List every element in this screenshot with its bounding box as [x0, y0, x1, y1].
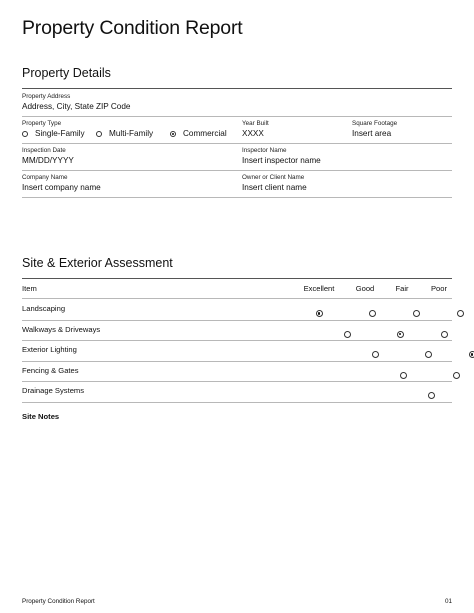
- footer-title: Property Condition Report: [22, 598, 95, 605]
- row-divider: [22, 320, 452, 321]
- property-details-heading: Property Details: [22, 66, 111, 80]
- property-type-option-commercial[interactable]: Commercial: [170, 129, 227, 138]
- property-type-option-multi-family[interactable]: Multi-Family: [96, 129, 170, 138]
- year-built-label: Year Built: [242, 120, 269, 127]
- rating-row-label: Drainage Systems: [22, 386, 85, 395]
- square-footage-field[interactable]: Insert area: [352, 129, 392, 138]
- row-divider: [22, 143, 452, 144]
- column-header-good: Good: [355, 284, 375, 293]
- rating-row-label: Landscaping: [22, 304, 66, 313]
- rating-radio-good[interactable]: [453, 372, 460, 379]
- row-divider: [22, 298, 452, 299]
- company-name-field[interactable]: Insert company name: [22, 183, 101, 192]
- rating-radio-fair[interactable]: [441, 331, 448, 338]
- site-assessment-heading: Site & Exterior Assessment: [22, 256, 173, 270]
- page-number: 01: [444, 598, 452, 605]
- owner-name-label: Owner or Client Name: [242, 174, 305, 181]
- row-divider: [22, 402, 452, 403]
- radio-icon: [22, 131, 28, 137]
- square-footage-label: Square Footage: [352, 120, 398, 127]
- row-divider: [22, 170, 452, 171]
- rating-radio-fair[interactable]: [469, 351, 474, 358]
- rating-row-label: Walkways & Driveways: [22, 324, 101, 334]
- section-divider: [22, 278, 452, 279]
- rating-radio-poor[interactable]: [457, 310, 464, 317]
- rating-radio-fair[interactable]: [413, 310, 420, 317]
- page-title: Property Condition Report: [22, 17, 243, 39]
- column-header-excellent: Excellent: [303, 284, 335, 293]
- column-header-fair: Fair: [395, 284, 409, 293]
- row-divider: [22, 116, 452, 117]
- row-divider: [22, 340, 452, 341]
- row-divider: [22, 361, 452, 362]
- company-name-label: Company Name: [22, 174, 68, 181]
- inspector-name-label: Inspector Name: [242, 147, 287, 154]
- property-type-group: [22, 129, 227, 138]
- rating-radio-good[interactable]: [425, 351, 432, 358]
- rating-row-label: Exterior Lighting: [22, 345, 77, 354]
- inspection-date-label: Inspection Date: [22, 147, 66, 154]
- rating-radio-good[interactable]: [397, 331, 404, 338]
- row-divider: [22, 381, 452, 382]
- rating-radio-excellent[interactable]: [428, 392, 435, 399]
- section-divider: [22, 88, 452, 89]
- address-label: Property Address: [22, 93, 71, 100]
- column-header-item: Item: [22, 284, 37, 293]
- column-header-poor: Poor: [430, 284, 448, 293]
- rating-radio-excellent[interactable]: [372, 351, 379, 358]
- address-field[interactable]: Address, City, State ZIP Code: [22, 102, 131, 111]
- radio-icon: [96, 131, 102, 137]
- rating-radio-excellent[interactable]: [316, 310, 323, 317]
- year-built-field[interactable]: XXXX: [242, 129, 264, 138]
- rating-radio-excellent[interactable]: [344, 331, 351, 338]
- property-type-label: Property Type: [22, 120, 62, 127]
- rating-radio-good[interactable]: [369, 310, 376, 317]
- property-type-option-single-family[interactable]: Single-Family: [22, 129, 96, 138]
- rating-radio-excellent[interactable]: [400, 372, 407, 379]
- radio-selected-icon: [170, 131, 176, 137]
- inspection-date-field[interactable]: MM/DD/YYYY: [22, 156, 74, 165]
- rating-row-label: Fencing & Gates: [22, 365, 79, 375]
- owner-name-field[interactable]: Insert client name: [242, 183, 307, 192]
- site-notes-label: Site Notes: [22, 412, 60, 421]
- row-divider: [22, 197, 452, 198]
- inspector-name-field[interactable]: Insert inspector name: [242, 156, 321, 165]
